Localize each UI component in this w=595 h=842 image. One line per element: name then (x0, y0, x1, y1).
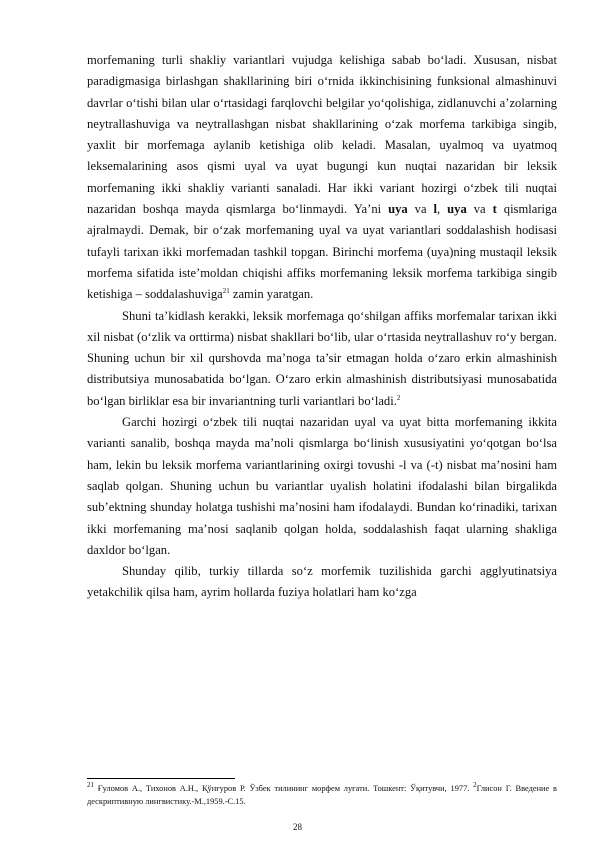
footnote-2-text: Глисон Г. Введение в дескриптивную лингвистику.-М.,1959.-С.15. (87, 784, 557, 806)
comma: , (437, 202, 441, 217)
footnote-mark-2: 2 (473, 781, 477, 790)
conjunction: va (414, 202, 427, 217)
bold-uya: uya (447, 202, 467, 217)
footnote-divider (87, 778, 235, 779)
paragraph-2-text: Shuni ta’kidlash kerakki, leksik morfemaga qo‘shilgan affiks morfemalar tarixan ikki xil nisbat (o‘zlik va orttirma) nisbat shakllari bo‘lib, ular o‘rtasida neytrallashuv ro‘y bergan. Shuning uchun bir xil qurshovda ma’noga ta’sir etmagan holda o‘zaro erkin almashinish distributsiya munosabatida bo‘lgan. O‘zaro erkin almashinish distributsiyasi munosabatida bo‘lgan birliklar esa bir invariantning turli variantlari bo‘ladi. (87, 308, 557, 408)
paragraph-2 (87, 306, 557, 412)
footnote-21-text: Ғуломов А., Тихонов А.Н., Қўнғуров Р. Ўзбек тилининг морфем луғати. Тошкент: Ўқитувчи, 1977. (94, 784, 474, 793)
conjunction: va (473, 202, 486, 217)
paragraph-1-text-end: zamin yaratgan. (232, 287, 314, 302)
page-number: 28 (293, 822, 302, 832)
paragraph-3: Garchi hozirgi o‘zbek tili nuqtai nazaridan uyal va uyat bitta morfemaning ikkita varianti sanalib, boshqa mayda ma’noli qismlarga bo‘linish xususiyatini yo‘qotgan bo‘lsa ham, lekin bu leksik morfema variantlarining oxirgi tovushi -l va (-t) nisbat ma’nosini ham saqlab qolgan. Shuning uchun bu variantlar uyalish holatini ifodalashi bilan birgalikda sub’ektning shunday holatga tushishi ma’nosini ham ifodalaydi. Bundan ko‘rinadiki, tarixan ikki morfemaning ma’nosi saqlanib qolgan holda, soddalashish faqat ularning shakliga daxldor bo‘lgan. (87, 415, 557, 557)
bold-l: l (433, 202, 438, 217)
paragraph-1 (87, 50, 557, 306)
footnote-ref-21: 21 (222, 287, 230, 296)
footnote-ref-2: 2 (396, 393, 401, 402)
paragraph-1-text-cont: qismlariga ajralmaydi. Demak, bir o‘zak morfemaning uyal va uyat variantlari soddalashish hodisasi tufayli tarixan ikki morfemadan tashkil topgan. Birinchi morfema (uya)ning mustaqil leksik morfema sifatida iste’moldan chiqishi affiks morfemaning leksik morfema tarkibiga singib ketishiga – soddalashuviga (87, 202, 557, 302)
bold-uya: uya (388, 202, 408, 217)
paragraph-4: Shunday qilib, turkiy tillarda so‘z morfemik tuzilishida garchi agglyutinatsiya yetakchilik qilsa ham, ayrim hollarda fuziya holatlari ham ko‘zga (87, 564, 557, 600)
paragraph-1-text: morfemaning turli shakliy variantlari vujudga kelishiga sabab bo‘ladi. Xususan, nisbat paradigmasiga birlashgan shakllarining biri o‘rnida ikkinchisining funksional almashinuvi davrlar o‘tishi bilan ular o‘rtasidagi farqlovchi belgilar yo‘qolishiga, zidlanuvchi a’zolarning neytrallashuviga va neytrallashgan nisbat shakllarining o‘zak morfema tarkibiga singib, yaxlit bir morfemaga aylanib ketishiga olib keladi. Masalan, uyalmoq va uyatmoq leksemalarining asos qismi uyal va uyat bugungi kun nuqtai nazaridan bir leksik morfemaning ikki shakliy varianti sanaladi. Har ikki variant hozirgi o‘zbek tili nuqtai nazaridan boshqa mayda qismlarga bo‘linmaydi. Ya’ni (87, 53, 557, 217)
footnote-mark-21: 21 (87, 781, 94, 790)
document-body (87, 50, 557, 604)
bold-t: t (492, 202, 497, 217)
footnotes (87, 782, 557, 808)
